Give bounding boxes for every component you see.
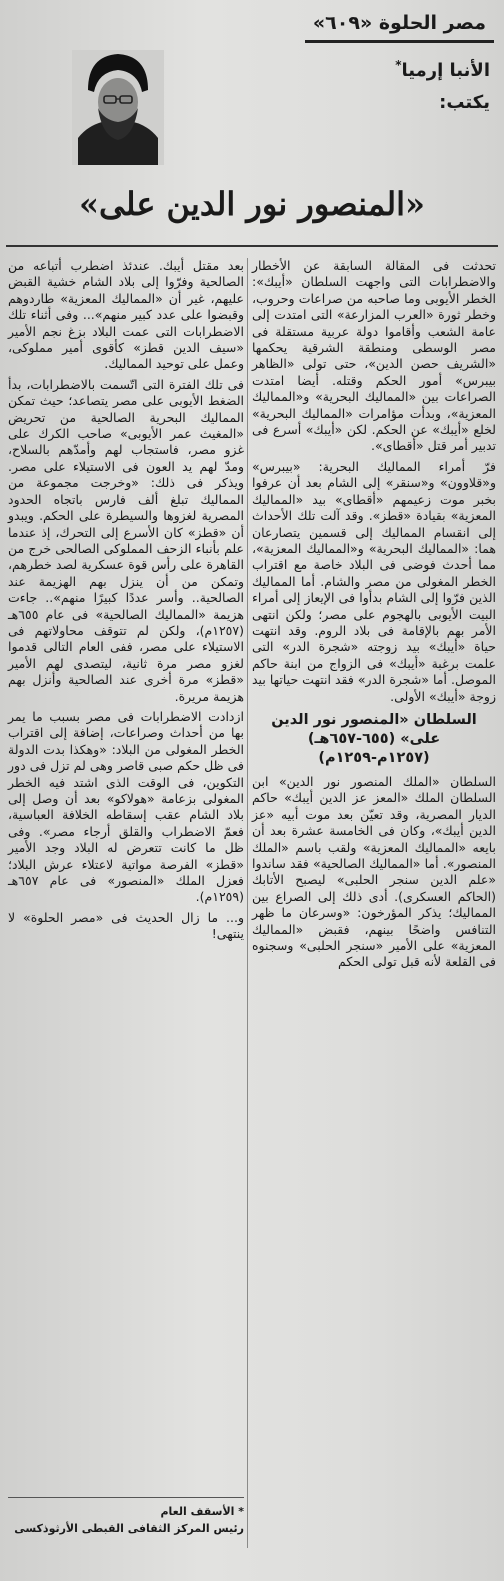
paragraph: تحدثت فى المقالة السابقة عن الأخطار والاضطرابات التى واجهت السلطان «أيبك»: الخطر الأيوبى وما صاحبه من صراعات وحروب، وخطر ثورة «العرب المزارعة» التى امتدت إلى عامة الشعب وأقاموا دولة عربية مستقلة فى مصر الوسطى ومنطقة الشرقية يحكمها «الشريف حصن الدين»، حتى تولى «الظاهر بيبرس» أمور الحكم وقتله. أيضا امتدت الصراعات بين «المماليك البحرية» و«المماليك المعزية»، وبدأت مؤامرات «المماليك البحرية» لخلع «أيبك» عن الحكم. لكن «أيبك» أسرع فى تدبير أمر قتل «أقطاى». — [252, 258, 496, 454]
paragraph: ازدادت الاضطرابات فى مصر بسبب ما يمر بها من أحداث وصراعات، إضافة إلى اقتراب الخطر المغولى من البلاد: «وهكذا بدت الدولة فى ظل حكم صبى قاصر وهى لم تزل فى دور التكوين، فى الوقت الذى اشتد فيه الخطر المغولى بزعامة «هولاكو» بعد أن وصل إلى بلاد الشام عقب إسقاطه الخلافة العباسية، فعمّ الاضطراب والقلق أرجاء مصر». وفى ظل ما كانت تتعرض له البلاد وجد الأمير «قطز» الفرصة مواتية لاعتلاء عرش البلاد؛ فعزل الملك «المنصور» فى عام ٦٥٧هـ (١٢٥٩م). — [8, 708, 244, 905]
paragraph: فرّ أمراء المماليك البحرية: «بيبرس» و«قلاوون» و«سنقر» إلى الشام بعد أن عرفوا بخبر موت زعيمهم «أقطاى» بيد «المماليك المعزية» بقيادة «قطز». وقد آلت تلك الأحداث إلى انقسام المماليك إلى قسمين يتصارعان هما: «المماليك البحرية» و«المماليك المعزية»، مما أحدث فوضى فى البلاد خاصة مع اقتراب الخطر المغولى من مصر والشام. أما المماليك الذين فرّوا إلى الشام بدأوا فى الإيعاز إلى أمراء البيت الأيوبى بالهجوم على مصر؛ ولكن انتهى الأمر بهم بالإقامة فى بلاد الروم. وقد انتهت حياة «أيبك» بيد زوجته «شجرة الدر» التى علمت برغبة «أيبك» فى الزواج من ابنة حاكم الموصل. أما «شجرة الدر» فقد انتهت حياتها بيد زوجة «أيبك» الأولى. — [252, 458, 496, 704]
author-footnote — [8, 1503, 244, 1537]
author-photo — [72, 50, 164, 165]
writes-label: يكتب: — [439, 92, 490, 113]
author-name — [395, 58, 490, 81]
article-header — [0, 0, 504, 175]
article-headline: «المنصور نور الدين على» — [79, 185, 425, 223]
paragraph: فى تلك الفترة التى اتّسمت بالاضطرابات، بدأ الضغط الأيوبى على مصر يتصاعد؛ حيث تمكن المماليك البحرية الصالحية من تحريض «المغيث عمر الأيوبى» صاحب الكرك على غزو مصر، فاستجاب لهم وأمدّهم بالسلاح، ومدّ لهم يد العون فى الاستيلاء على مصر. ويذكر فى ذلك: «وخرجت مجموعة من المماليك تبلغ ألف فارس باتجاه الحدود المصرية لغزوها والسيطرة على الحكم. ويبدو أن «قطز» كان الأسرع إلى التحرك، إذ عندما علم بأنباء الزحف المملوكى الصالحى خرج من القاهرة على رأس قوة عسكرية لصد خطرهم، وتمكن من أن ينزل بهم الهزيمة عند الصالحية.. وأسر عددًا كبيرًا منهم».. جاءت هزيمة «المماليك الصالحية» فى عام ٦٥٥هـ (١٢٥٧م)، ولكن لم تتوقف محاولاتهم فى الاستيلاء على مصر، ففى العام التالى قدموا لغزو مصر مرة ثانية، ليتصدى لهم الأمير «قطز» مرة أخرى عند الصالحية وأنزل بهم هزيمة مريرة. — [8, 376, 244, 704]
author-footnote-mark: * — [395, 58, 402, 72]
footer-rule — [8, 1497, 244, 1498]
column-name: مصر الحلوة «٦٠٩» — [305, 6, 494, 43]
column-divider — [247, 258, 248, 1548]
closing-line: و... ما زال الحديث فى «مصر الحلوة» لا ينتهى! — [8, 909, 244, 942]
headline-rule — [6, 245, 498, 247]
article-column-left — [8, 258, 244, 947]
paragraph: بعد مقتل أيبك. عندئذ اضطرب أتباعه من الصالحية وفرّوا إلى بلاد الشام خشية القبض عليهم، غير أن «المماليك المعزية» طاردوهم وقبضوا على عدد كبير منهم»... وفى أثناء تلك الاضطرابات التى عمت البلاد بزغ نجم الأمير «سيف الدين قطز» كأقوى أمير مملوكى، وعمل على توحيد المماليك. — [8, 258, 244, 372]
author-name-text: الأنبا إرميا — [401, 60, 490, 81]
article-column-right — [252, 258, 496, 975]
footnote-title: * الأسقف العام — [160, 1505, 244, 1518]
section-subheading: السلطان «المنصور نور الدين على» (٦٥٥-٦٥٧هـ) (١٢٥٧م-١٢٥٩م) — [271, 711, 477, 766]
paragraph: السلطان «الملك المنصور نور الدين» ابن السلطان الملك «المعز عز الدين أيبك» حاكم الديار المصرية، وقد تعيّن بعد موت أبيه «عز الدين أيبك»، وكان فى الخامسة عشرة بعد أن بايعه «المماليك المعزية» ولقب باسم «الملك المنصور». أما «المماليك الصالحية» فقد ساندوا «علم الدين سنجر الحلبى» ليصبح الأتابك (الحاكم العسكرى). أدى ذلك إلى الصراع بين المماليك؛ يذكر المؤرخون: «وسرعان ما ظهر التنافس واضحًا بينهم، فقبض «المماليك المعزية» على الأمير «سنجر الحلبى» وسجنوه فى القلعة لأنه قبل تولى الحكم — [252, 773, 496, 970]
footnote-affiliation: رئيس المركز الثقافى القبطى الأرثوذكسى — [14, 1522, 244, 1535]
